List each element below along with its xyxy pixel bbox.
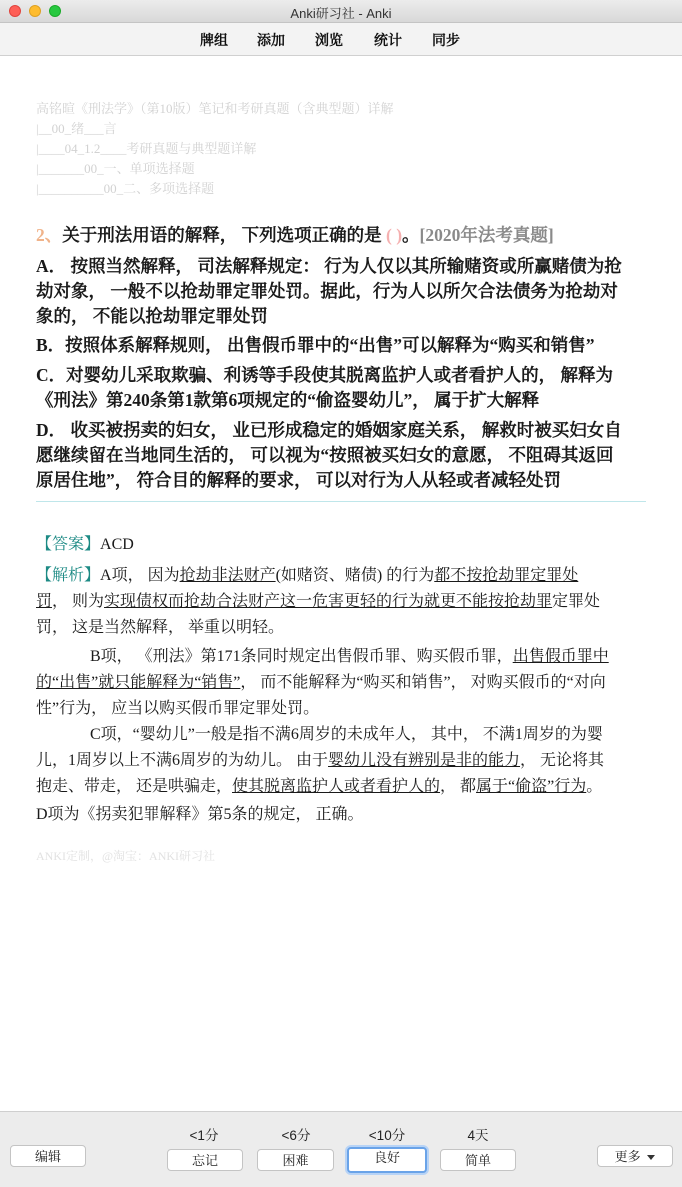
question-number: 2、 bbox=[36, 225, 63, 245]
hard-button[interactable]: 困难 bbox=[257, 1149, 334, 1171]
again-interval: <1分 bbox=[189, 1128, 219, 1143]
analysis-underline: 都不按抢劫罪定罪处 bbox=[434, 567, 579, 584]
answer-blank: ( ) bbox=[386, 225, 403, 245]
option-line: 愿继续留在当地同生活的， 可以视为“按照被买妇女的意愿， 不阻碍其返回 bbox=[36, 445, 614, 465]
analysis-text: B项， 《刑法》第171条同时规定出售假币罪、购买假币罪， bbox=[90, 648, 513, 665]
browse-button[interactable]: 浏览 bbox=[315, 32, 343, 48]
analysis-text: ， 则为 bbox=[52, 593, 105, 610]
card-view[interactable] bbox=[0, 56, 682, 1110]
option-line: B．按照体系解释规则， 出售假币罪中的“出售”可以解释为“购买和销售” bbox=[36, 335, 595, 355]
analysis-a bbox=[36, 563, 648, 641]
option-b bbox=[36, 333, 648, 358]
chevron-down-icon bbox=[647, 1155, 655, 1160]
good-interval: <10分 bbox=[368, 1128, 406, 1143]
main-toolbar bbox=[0, 23, 682, 56]
option-line: 劫对象， 一般不以抢劫罪定罪处罚。据此，行为人以所欠合法债务为抢劫对 bbox=[36, 281, 618, 301]
analysis-text: ， 而不能解释为“购买和销售”， 对购买假币的“对向 bbox=[240, 674, 606, 691]
option-c bbox=[36, 363, 648, 413]
stats-button[interactable]: 统计 bbox=[374, 32, 402, 48]
analysis-line: 性”行为， 应当以购买假币罪定罪处罚。 bbox=[36, 700, 320, 717]
answer-line bbox=[36, 532, 648, 558]
option-a bbox=[36, 254, 648, 329]
analysis-text: (如赌资、赌债) 的行为 bbox=[275, 567, 435, 584]
analysis-b bbox=[36, 644, 648, 722]
analysis-line: C项，“婴幼儿”一般是指不满6周岁的未成年人， 其中， 不满1周岁的为婴 bbox=[90, 726, 603, 743]
deck-path-line: |____04_1.2____考研真题与典型题详解 bbox=[36, 141, 257, 156]
edit-button[interactable]: 编辑 bbox=[10, 1145, 86, 1167]
question-text: 关于刑法用语的解释， 下列选项正确的是 bbox=[62, 225, 382, 245]
analysis-line: 罚， 这是当然解释， 举重以明轻。 bbox=[36, 619, 285, 636]
analysis-text: ， 无论将其 bbox=[520, 752, 605, 769]
analysis-line bbox=[36, 589, 648, 615]
analysis-label: 【解析】 bbox=[36, 567, 101, 584]
analysis-text: 儿，1周岁以上不满6周岁的为幼儿。 由于 bbox=[36, 752, 329, 769]
analysis-text: 。 bbox=[586, 778, 603, 795]
answer-value: ACD bbox=[100, 536, 134, 553]
analysis-c bbox=[36, 722, 648, 800]
option-line: 象的， 不能以抢劫罪定罪处罚 bbox=[36, 306, 268, 326]
hard-interval: <6分 bbox=[281, 1128, 311, 1143]
deck-path-line: |__00_绪___言 bbox=[36, 121, 117, 136]
analysis-underline: 婴幼儿没有辨别是非的能力 bbox=[328, 752, 521, 769]
card-watermark: ANKI定制，@淘宝：ANKI研习社 bbox=[36, 849, 216, 863]
option-line: A． 按照当然解释， 司法解释规定： 行为人仅以其所输赌资或所赢赌债为抢 bbox=[36, 256, 622, 276]
analysis-d bbox=[36, 802, 648, 828]
analysis-line bbox=[36, 563, 648, 589]
analysis-line bbox=[36, 644, 648, 670]
sync-button[interactable]: 同步 bbox=[432, 32, 460, 48]
analysis-underline: 出售假币罪中 bbox=[512, 648, 609, 665]
add-button[interactable]: 添加 bbox=[257, 32, 285, 48]
analysis-line: D项为《拐卖犯罪解释》第5条的规定， 正确。 bbox=[36, 806, 364, 823]
good-button[interactable]: 良好 bbox=[347, 1147, 427, 1173]
analysis-line bbox=[36, 670, 648, 696]
deck-path-line: 高铭暄《刑法学》（第10版）笔记和考研真题（含典型题）详解 bbox=[36, 101, 394, 116]
analysis-underline: 使其脱离监护人或者看护人的 bbox=[232, 778, 441, 795]
question-stem bbox=[36, 223, 648, 248]
analysis-line bbox=[36, 748, 648, 774]
question-period: 。 bbox=[402, 225, 420, 245]
analysis-underline: 实现债权而抢劫合法财产这一危害更轻的行为就更不能按抢劫罪 bbox=[104, 593, 553, 610]
easy-button[interactable]: 简单 bbox=[440, 1149, 516, 1171]
more-button[interactable] bbox=[597, 1145, 673, 1167]
deck-path-line: |_______00_一、单项选择题 bbox=[36, 161, 195, 176]
deck-path-line: |__________00_二、多项选择题 bbox=[36, 181, 215, 196]
analysis-underline: 抢劫非法财产 bbox=[179, 567, 276, 584]
analysis-text: ， 都 bbox=[440, 778, 477, 795]
question-source: [2020年法考真题] bbox=[419, 225, 554, 245]
analysis-underline: 罚 bbox=[36, 593, 53, 610]
analysis-text: 定罪处 bbox=[552, 593, 601, 610]
option-line: 《刑法》第240条第1款第6项规定的“偷盗婴幼儿”， 属于扩大解释 bbox=[36, 390, 540, 410]
title-bar bbox=[0, 0, 682, 23]
analysis-underline: 属于“偷盗”行为 bbox=[476, 778, 587, 795]
option-line: C．对婴幼儿采取欺骗、利诱等手段使其脱离监护人或者看护人的， 解释为 bbox=[36, 365, 614, 385]
analysis-text: 抱走、带走， 还是哄骗走， bbox=[36, 778, 233, 795]
analysis-line bbox=[36, 774, 648, 800]
again-button[interactable]: 忘记 bbox=[167, 1149, 243, 1171]
window-title: Anki研习社 - Anki bbox=[290, 6, 392, 21]
answer-label: 【答案】 bbox=[36, 536, 101, 553]
analysis-text: A项， 因为 bbox=[100, 567, 180, 584]
answer-divider bbox=[36, 501, 646, 502]
decks-button[interactable]: 牌组 bbox=[200, 32, 228, 48]
option-line: D． 收买被拐卖的妇女， 业已形成稳定的婚姻家庭关系， 解救时被买妇女自 bbox=[36, 420, 622, 440]
easy-interval: 4天 bbox=[467, 1128, 489, 1143]
option-d bbox=[36, 418, 648, 493]
option-line: 原居住地”， 符合目的解释的要求， 可以对行为人从轻或者减轻处罚 bbox=[36, 470, 561, 490]
analysis-underline: 的“出售”就只能解释为“销售” bbox=[36, 674, 241, 691]
answer-bar bbox=[0, 1111, 682, 1187]
more-label: 更多 bbox=[614, 1149, 641, 1164]
